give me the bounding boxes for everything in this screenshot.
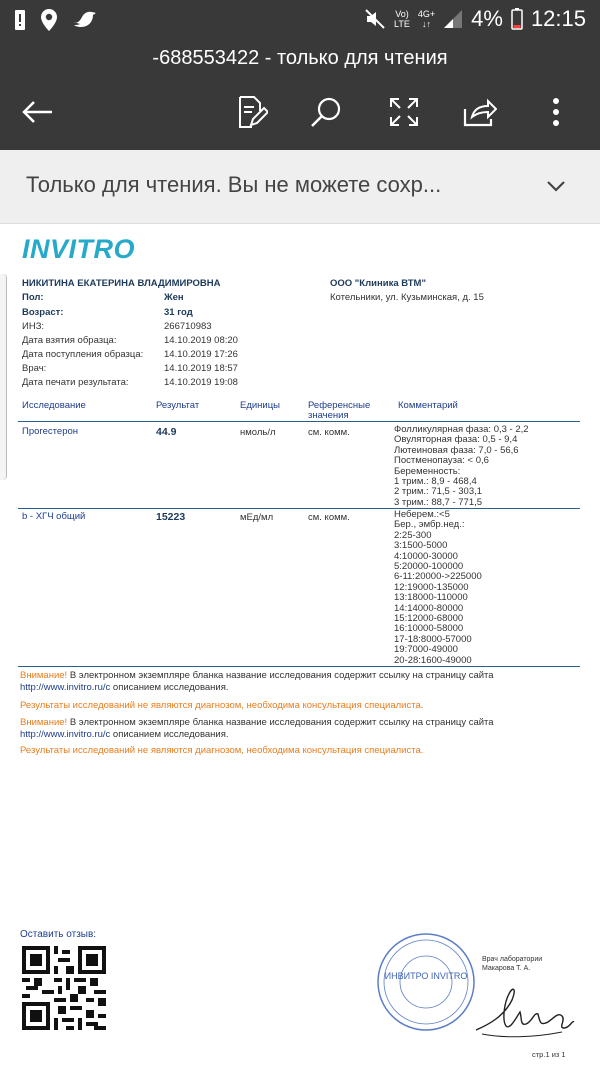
row-1-reference: см. комм. xyxy=(308,427,350,438)
doctor-value: 14.10.2019 18:57 xyxy=(164,363,238,374)
header-test: Исследование xyxy=(22,400,86,411)
back-arrow-icon xyxy=(22,100,54,124)
comment-line: Овуляторная фаза: 0,5 - 9,4 xyxy=(394,434,518,446)
edit-document-icon xyxy=(236,95,268,129)
comment-line: 16:10000-58000 xyxy=(394,623,464,635)
app-bar xyxy=(0,42,600,150)
comment-line: Бер., эмбр.нед.: xyxy=(394,519,465,531)
invitro-link[interactable]: http://www.invitro.ru/c xyxy=(20,681,111,693)
table-header-rule xyxy=(18,421,580,422)
page-edge-handle[interactable] xyxy=(0,274,7,480)
battery-percent: 4% xyxy=(471,6,503,31)
received-date-label: Дата поступления образца: xyxy=(22,349,144,360)
comment-line: 3 трим.: 88,7 - 771,5 xyxy=(394,496,483,508)
page-number: стр.1 из 1 xyxy=(532,1050,566,1059)
share-icon xyxy=(463,97,497,127)
more-options-button[interactable] xyxy=(536,92,576,132)
sample-date-value: 14.10.2019 08:20 xyxy=(164,335,238,346)
read-only-message: Только для чтения. Вы не можете сохр... xyxy=(26,172,442,197)
disclaimer-1: Результаты исследований не являются диагнозом, необходима консультация специалиста. xyxy=(20,700,424,711)
invitro-logo: INVITRO xyxy=(22,234,136,264)
comment-line: 6-11:20000->225000 xyxy=(394,571,482,583)
header-reference: Референсные xyxy=(308,400,371,411)
doctor-name: Макарова Т. А. xyxy=(482,965,531,972)
row-2-comments xyxy=(394,510,482,666)
signal-icon xyxy=(443,9,463,29)
header-reference-2: значения xyxy=(308,410,349,421)
battery-icon xyxy=(511,8,523,30)
comment-line: 4:10000-30000 xyxy=(394,550,458,562)
header-units: Единицы xyxy=(240,400,281,411)
sex-value: Жен xyxy=(164,292,184,303)
patient-name: НИКИТИНА ЕКАТЕРИНА ВЛАДИМИРОВНА xyxy=(22,278,221,289)
doctor-label: Врач: xyxy=(22,363,47,374)
comment-line: 2:25-300 xyxy=(394,529,432,541)
search-button[interactable] xyxy=(306,92,346,132)
print-date-value: 14.10.2019 19:08 xyxy=(164,377,238,388)
received-date-value: 14.10.2019 17:26 xyxy=(164,349,238,360)
row-1-result: 44.9 xyxy=(156,426,177,438)
row-1-rule xyxy=(18,508,580,509)
comment-line: Фолликулярная фаза: 0,3 - 2,2 xyxy=(394,424,529,435)
inz-label: ИНЗ: xyxy=(22,321,45,332)
laboratory-stamp xyxy=(376,932,476,1032)
row-1-units: нмоль/л xyxy=(240,427,276,438)
comment-line: Беременность: xyxy=(394,465,461,477)
row-1-test-link[interactable]: Прогестерон xyxy=(22,426,79,437)
row-1-comments xyxy=(394,425,529,508)
expand-icon xyxy=(389,97,419,127)
comment-line: Лютеиновая фаза: 7,0 - 56,6 xyxy=(394,444,519,456)
share-button[interactable] xyxy=(460,92,500,132)
sample-date-label: Дата взятия образца: xyxy=(22,335,117,346)
row-2-reference: см. комм. xyxy=(308,512,350,523)
attention-note-1: Внимание! В электронном экземпляре бланка название исследования содержит ссылку на страницу сайта http://www.invitro.ru/c описанием исследования. xyxy=(20,670,494,693)
header-result: Результат xyxy=(156,400,200,411)
comment-line: Неберем.:<5 xyxy=(394,509,450,520)
volte-indicator: Vo) LTE xyxy=(394,9,410,29)
comment-line: 17-18:8000-57000 xyxy=(394,633,472,645)
document-page xyxy=(0,224,600,1066)
row-2-result: 15223 xyxy=(156,511,186,523)
row-2-test-link[interactable]: b - ХГЧ общий xyxy=(22,511,86,522)
back-button[interactable] xyxy=(18,92,58,132)
more-vertical-icon xyxy=(552,97,560,127)
status-bar xyxy=(0,0,600,42)
stamp-text: ИНВИТРО INVITRO xyxy=(384,971,468,981)
comment-line: 1 трим.: 8,9 - 468,4 xyxy=(394,476,477,488)
comment-line: 5:20000-100000 xyxy=(394,561,464,573)
comment-line: Постменопауза: < 0,6 xyxy=(394,455,489,467)
feedback-label: Оставить отзыв: xyxy=(20,929,97,940)
comment-line: 2 трим.: 71,5 - 303,1 xyxy=(394,486,483,498)
age-label: Возраст: xyxy=(22,307,64,318)
doctor-signature xyxy=(470,972,580,1042)
attention-word: Внимание! xyxy=(20,717,68,728)
print-date-label: Дата печати результата: xyxy=(22,377,129,388)
comment-line: 14:14000-80000 xyxy=(394,602,464,614)
fullscreen-button[interactable] xyxy=(384,92,424,132)
sex-label: Пол: xyxy=(22,292,44,303)
attention-note-2: Внимание! В электронном экземпляре бланка название исследования содержит ссылку на страницу сайта http://www.invitro.ru/c описанием исследования. xyxy=(20,717,494,740)
comment-line: 3:1500-5000 xyxy=(394,540,448,552)
clinic-name: ООО "Клиника ВТМ" xyxy=(330,278,426,289)
document-title: -688553422 - только для чтения xyxy=(152,47,448,69)
comment-line: 15:12000-68000 xyxy=(394,613,464,625)
comment-line: 13:18000-110000 xyxy=(394,592,468,604)
comment-line: 12:19000-135000 xyxy=(394,581,469,593)
mute-icon xyxy=(364,8,386,30)
doctor-title: Врач лаборатории xyxy=(482,956,543,963)
edit-button[interactable] xyxy=(232,92,272,132)
network-indicator: 4G+ ↓↑ xyxy=(417,9,436,29)
row-2-units: мЕд/мл xyxy=(240,512,274,523)
disclaimer-2: Результаты исследований не являются диагнозом, необходима консультация специалиста. xyxy=(20,745,424,756)
clinic-address: Котельники, ул. Кузьминская, д. 15 xyxy=(330,292,484,303)
header-comment: Комментарий xyxy=(398,400,458,411)
bird-icon xyxy=(72,9,98,31)
location-icon xyxy=(40,8,58,32)
read-only-banner[interactable] xyxy=(0,150,600,224)
row-2-rule xyxy=(18,666,580,667)
alert-icon xyxy=(14,9,26,31)
comment-line: 20-28:1600-49000 xyxy=(394,654,472,666)
feedback-qr-code[interactable] xyxy=(22,946,106,1030)
clock: 12:15 xyxy=(530,6,586,31)
comment-line: 19:7000-49000 xyxy=(394,644,458,656)
age-value: 31 год xyxy=(164,307,193,318)
search-icon xyxy=(309,95,343,129)
attention-word: Внимание! xyxy=(20,670,68,681)
invitro-link[interactable]: http://www.invitro.ru/c xyxy=(20,728,111,740)
inz-value: 266710983 xyxy=(164,321,212,332)
chevron-down-icon[interactable] xyxy=(544,174,568,198)
